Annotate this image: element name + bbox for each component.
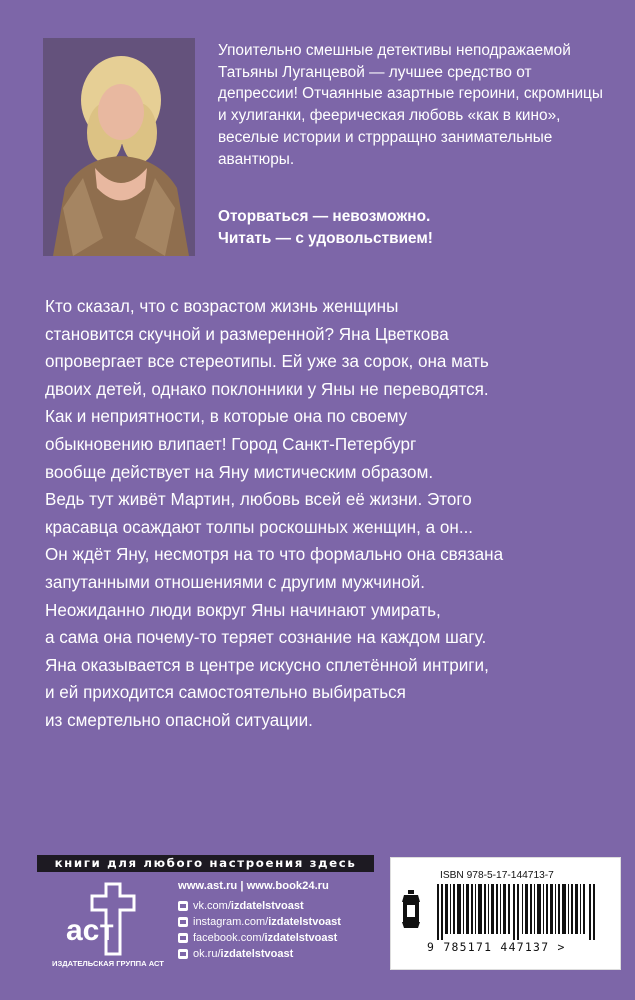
lamp-icon	[401, 890, 421, 930]
social-link-facebook[interactable]	[178, 930, 378, 946]
tagline	[218, 206, 613, 250]
author-portrait-image	[43, 38, 195, 256]
isbn-label: ISBN 978-5-17-144713-7	[440, 870, 554, 881]
social-prefix: instagram.com/	[193, 916, 269, 928]
tagline-line: Оторваться — невозможно.	[218, 208, 431, 225]
publisher-name: ИЗДАТЕЛЬСКАЯ ГРУППА АСТ	[52, 959, 164, 968]
instagram-icon	[178, 917, 188, 927]
author-photo	[43, 38, 195, 256]
social-link-instagram[interactable]	[178, 914, 378, 930]
social-link-odnoklassniki[interactable]	[178, 946, 378, 962]
facebook-icon	[178, 933, 188, 943]
social-handle: izdatelstvoast	[220, 948, 294, 960]
barcode-box	[390, 857, 621, 970]
barcode-bars	[437, 884, 607, 940]
slogan-bar: книги для любого настроения здесь	[37, 855, 374, 872]
vk-icon	[178, 901, 188, 911]
publisher-logo-block	[52, 880, 164, 970]
website-links[interactable]: www.ast.ru | www.book24.ru	[178, 880, 329, 892]
author-blurb: Упоительно смешные детективы неподражаемой Татьяны Луганцевой — лучшее средство от депрессии! Отчаянные азартные героини, скромницы и хулиганки, феерическая любовь «как в кино», веселые истории и стррращно занимательные авантюры.	[218, 42, 603, 168]
tagline-line: Читать — с удовольствием!	[218, 230, 433, 247]
barcode-digits: 9 785171 447137 >	[427, 940, 566, 954]
social-handle: izdatelstvoast	[264, 932, 338, 944]
publisher-links	[178, 880, 378, 962]
social-link-vk[interactable]	[178, 898, 378, 914]
logo-text: аст	[66, 914, 115, 947]
book-description: Кто сказал, что с возрастом жизнь женщины становится скучной и размеренной? Яна Цветкова опровергает все стереотипы. Ей уже за сорок, она мать двоих детей, однако поклонники у Яны не переводятся. Как и неприятности, в которые она по своему обыкновению влипает! Город Санкт-Петербург вообще действует на Яну мистическим образом. Ведь тут живёт Мартин, любовь всей её жизни. Этого красавца осаждают толпы роскошных женщин, а он... Он ждёт Яну, несмотря на то что формально она связана запутанными отношениями с другим мужчиной. Неожиданно люди вокруг Яны начинают умирать, а сама она почему-то теряет сознание на каждом шагу. Яна оказывается в центре искусно сплетённой интриги, и ей приходится самостоятельно выбираться из смертельно опасной ситуации.	[45, 297, 504, 730]
social-prefix: vk.com/	[193, 900, 231, 912]
social-handle: izdatelstvoast	[268, 916, 341, 928]
social-prefix: ok.ru/	[193, 948, 221, 960]
ast-logo-icon	[62, 880, 142, 956]
odnoklassniki-icon	[178, 949, 188, 959]
social-handle: izdatelstvoast	[230, 900, 304, 912]
social-prefix: facebook.com/	[193, 932, 265, 944]
